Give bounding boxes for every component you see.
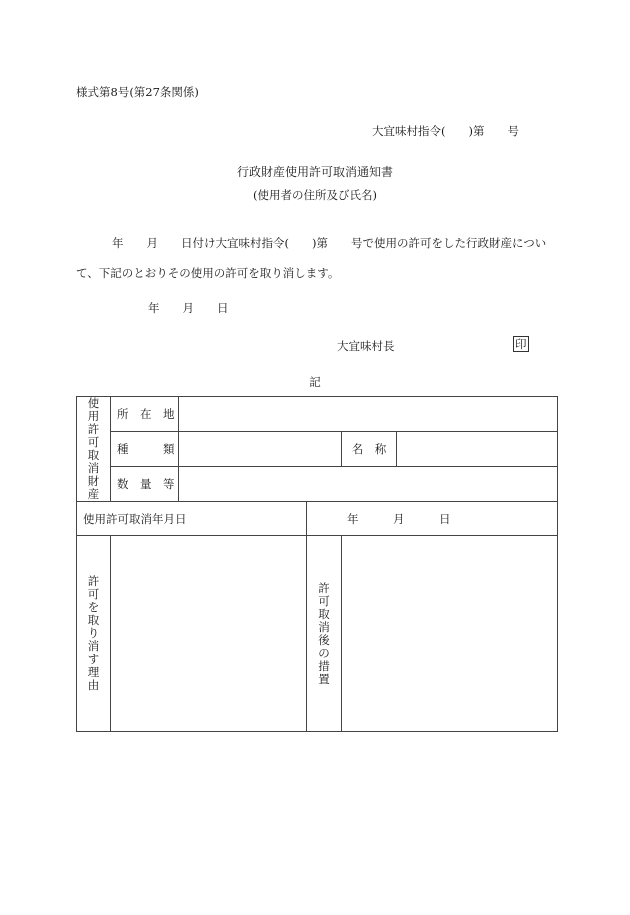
name-label: 名 称: [342, 432, 397, 467]
cancel-date-label: 使用許可取消年月日: [77, 502, 307, 536]
seal-mark: 印: [515, 337, 527, 351]
reason-label: 許 可 を 取 り 消 す 理 由: [77, 536, 111, 732]
reason-field[interactable]: [111, 536, 307, 732]
cancel-date-field[interactable]: 年 月 日: [307, 502, 558, 536]
body-paragraph: [76, 228, 558, 288]
issue-date: 年 月 日: [148, 301, 229, 315]
form-number: 様式第8号(第27条関係): [76, 85, 199, 99]
details-table: [76, 396, 558, 732]
addressee-placeholder: (使用者の住所及び氏名): [253, 188, 377, 202]
type-field[interactable]: [179, 432, 342, 467]
location-field[interactable]: [179, 397, 558, 432]
measures-label: 許 可 取 消 後 の 措 置: [307, 536, 342, 732]
order-number: 大宜味村指令( )第 号: [372, 124, 519, 138]
name-field[interactable]: [397, 432, 558, 467]
quantity-label: 数 量 等: [111, 467, 179, 502]
sender-title: 大宜味村長: [337, 339, 395, 353]
document-title: 行政財産使用許可取消通知書: [236, 165, 393, 179]
measures-field[interactable]: [342, 536, 558, 732]
type-label: 種 類: [111, 432, 179, 467]
location-label: 所 在 地: [111, 397, 179, 432]
ki-heading: 記: [309, 375, 321, 389]
quantity-field[interactable]: [179, 467, 558, 502]
property-group-label: 使 用 許 可 取 消 財 産: [77, 397, 111, 502]
body-text: 年 月 日付け大宜味村指令( )第 号で使用の許可をした行政財産について、下記のとおりその使用の許可を取り消します。: [76, 236, 547, 280]
